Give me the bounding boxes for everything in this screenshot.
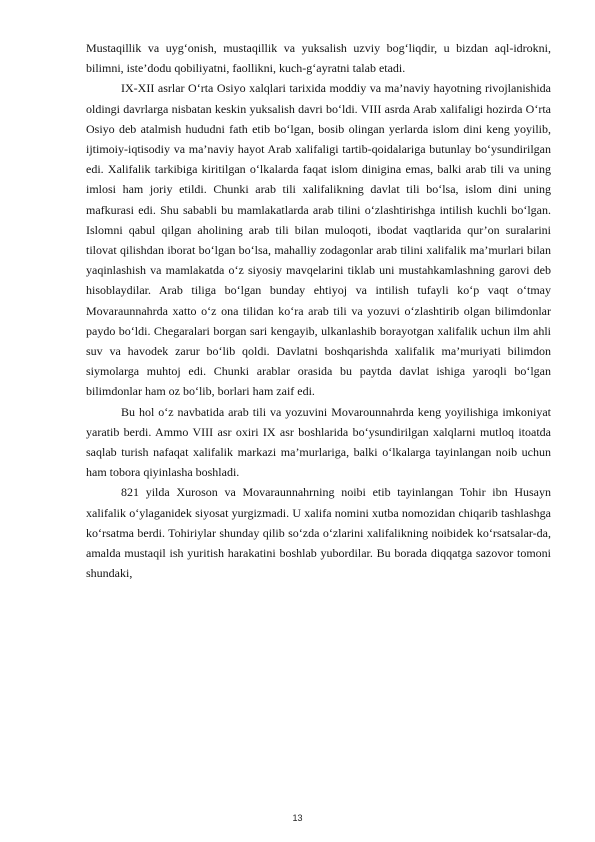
page-number: 13	[292, 813, 303, 823]
document-page	[86, 38, 551, 583]
paragraph-1: Mustaqillik va uyg‘onish, mustaqillik va yuksalish uzviy bog‘liqdir, u bizdan aql-idrokni, bilimni, iste’dodu qobiliyatni, faollikni, kuch-g‘ayratni talab etadi.	[86, 41, 551, 76]
paragraph-4: 821 yilda Xuroson va Movaraunnahrning noibi etib tayinlangan Tohir ibn Husayn xalifalik o‘ylaganidek siyosat yurgizmadi. U xalifa nomini xutba nomozidan chiqarib tashlashga ko‘rsatma berdi. Tohiriylar shunday qilib so‘zda o‘zlarini xalifalikning noibidek ko‘rsatsalar-da, amalda mustaqil ish yuritish harakatini boshlab yubordilar. Bu borada diqqatga sazovor tomoni shundaki,	[86, 485, 551, 581]
paragraph-3: Bu hol o‘z navbatida arab tili va yozuvini Movarounnahrda keng yoyilishiga imkoniyat yaratib berdi. Ammo VIII asr oxiri IX asr boshlarida bo‘ysundirilgan xalqlarni mutloq itoatda saqlab turish nafaqat xalifalik markazi ma’murlariga, balki o‘lkalarga tayinlangan noib uchun ham tobora qiyinlasha boshladi.	[86, 404, 551, 480]
paragraph-2: IX-XII asrlar O‘rta Osiyo xalqlari tarixida moddiy va ma’naviy hayotning rivojlanishida oldingi davrlarga nisbatan keskin yuksalish davri bo‘ldi. VIII asrda Arab xalifaligi hozirda O‘rta Osiyo deb atalmish hududni fath etib bo‘lgan, bosib olingan yerlarda islom dini keng yoyilib, ijtimoiy-iqtisodiy va ma’naviy hayot Arab xalifaligi tartib-qoidalariga butunlay bo‘ysundirilgan edi. Xalifalik tarkibiga kiritilgan o‘lkalarda faqat islom dinigina emas, balki arab tili va uning imlosi ham joriy etildi. Chunki arab tili xalifalikning davlat tili bo‘lsa, islom dini uning mafkurasi edi. Shu sababli bu mamlakatlarda arab tilini o‘zlashtirishga intilish kuchli bo‘lgan. Islomni qabul qilgan aholining arab tili bilan muloqoti, ibodat vaqtlarida qur’on suralarini tilovat qilishdan iborat bo‘lgan bo‘lsa, mahalliy zodagonlar arab tilini xalifalik ma’murlari bilan yaqinlashish va mamlakatda o‘z siyosiy mavqelarini tiklab uni mustahkamlashning garovi deb hisoblaydilar. Arab tiliga bo‘lgan bunday ehtiyoj va intilish tufayli ko‘p vaqt o‘tmay Movaraunnahrda xatto o‘z ona tilidan ko‘ra arab tili va yozuvi o‘zlashtirib olgan bilimdonlar paydo bo‘ldi. Chegaralari borgan sari kengayib, ulkanlashib borayotgan xalifalik uchun ilm ahli suv va havodek zarur bo‘lib qoldi. Davlatni boshqarishda xalifalik ma’muriyati bilimdon siymolarga muhtoj edi. Chunki arablar orasida bu paytda davlat ishiga yaroqli bo‘lgan bilimdonlar ham oz bo‘lib, borlari ham zaif edi.	[86, 81, 551, 399]
